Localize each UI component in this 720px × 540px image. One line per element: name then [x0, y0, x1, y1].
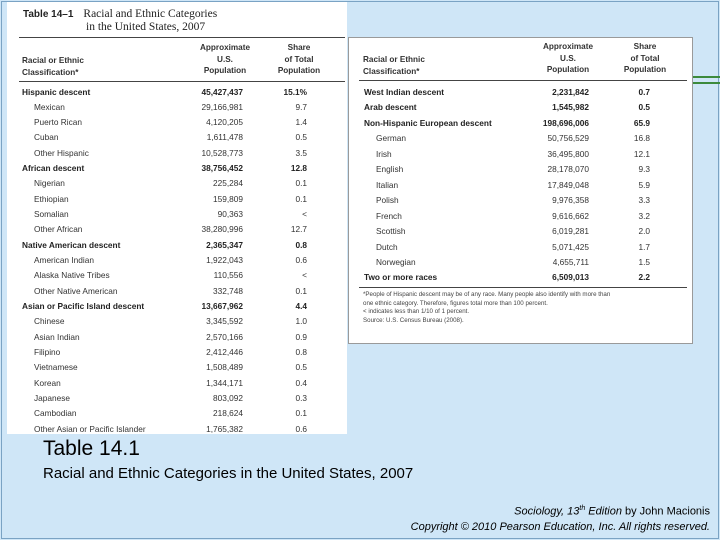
table-row [7, 330, 347, 345]
table-row [349, 100, 692, 115]
row-share: 1.4 [295, 117, 307, 128]
table-row [7, 422, 347, 437]
row-share: 0.5 [295, 132, 307, 143]
row-label: African descent [22, 163, 85, 174]
row-population: 2,570,166 [206, 331, 243, 342]
table-row [349, 270, 692, 285]
credit-line1: Sociology, 13th Edition by John Macionis [514, 505, 710, 518]
header-classification: Racial or Ethnic Classification* [363, 55, 425, 76]
row-population: 38,756,452 [201, 163, 243, 174]
row-population: 28,178,070 [547, 164, 589, 175]
table-row [7, 115, 347, 130]
row-share: 1.5 [638, 256, 650, 267]
row-population: 1,344,171 [206, 377, 243, 388]
row-label: Hispanic descent [22, 86, 91, 97]
row-share: 0.9 [295, 331, 307, 342]
table-row [7, 176, 347, 191]
row-share: 1.0 [295, 316, 307, 327]
table-row [349, 131, 692, 146]
header-rule [359, 80, 687, 81]
row-label: Scottish [376, 226, 406, 237]
row-population: 3,345,592 [206, 316, 243, 327]
table-title [23, 8, 217, 33]
row-population: 29,166,981 [201, 101, 243, 112]
row-label: American Indian [34, 255, 94, 266]
row-population: 5,071,425 [552, 241, 589, 252]
row-share: 0.8 [295, 346, 307, 357]
row-label: Alaska Native Tribes [34, 270, 110, 281]
row-population: 1,765,382 [206, 423, 243, 434]
row-population: 803,092 [213, 392, 243, 403]
table-row [7, 192, 347, 207]
row-population: 2,231,842 [552, 87, 589, 97]
row-population: 36,495,800 [547, 148, 589, 159]
row-label: Irish [376, 148, 392, 159]
table-row [349, 85, 692, 100]
row-population: 2,412,446 [206, 346, 243, 357]
row-label: Ethiopian [34, 193, 69, 204]
table-row [349, 162, 692, 177]
row-label: Native American descent [22, 239, 121, 250]
table-row [7, 391, 347, 406]
row-population: 50,756,529 [547, 133, 589, 144]
row-label: Puerto Rican [34, 117, 82, 128]
header-classification: Racial or Ethnic Classification* [22, 56, 84, 77]
row-share: 0.5 [295, 362, 307, 373]
row-share: 0.5 [638, 102, 650, 113]
row-population: 110,556 [213, 270, 243, 281]
row-share: 0.4 [295, 377, 307, 388]
row-label: Nigerian [34, 178, 65, 189]
table-row [349, 255, 692, 270]
row-share: 65.9 [633, 117, 650, 128]
row-population: 4,120,205 [206, 117, 243, 128]
row-share: 12.8 [290, 163, 307, 174]
header-share: Share of Total Population [277, 43, 321, 75]
row-label: Norwegian [376, 256, 416, 267]
row-share: 0.7 [638, 87, 650, 97]
table-row [7, 299, 347, 314]
row-label: Other Native American [34, 285, 118, 296]
header-population: Approximate U.S. Population [199, 43, 251, 75]
bottom-rule [359, 287, 687, 288]
row-population: 6,509,013 [552, 272, 589, 283]
row-population: 1,545,982 [552, 102, 589, 113]
row-population: 1,508,489 [206, 362, 243, 373]
row-population: 38,280,996 [201, 224, 243, 235]
row-share: 0.1 [295, 408, 307, 419]
slide-subtitle: Racial and Ethnic Categories in the United States, 2007 [43, 465, 414, 482]
table-left-panel [7, 2, 347, 434]
row-share: 0.1 [295, 178, 307, 189]
row-share: 2.0 [638, 226, 650, 237]
table-row [7, 345, 347, 360]
row-share: < [302, 270, 307, 281]
row-label: Mexican [34, 101, 65, 112]
row-population: 198,696,006 [542, 117, 589, 128]
row-population: 1,922,043 [206, 255, 243, 266]
row-share: 3.2 [638, 210, 650, 221]
row-share: < [302, 209, 307, 220]
table-row [349, 224, 692, 239]
table-row [7, 146, 347, 161]
row-label: Cambodian [34, 408, 77, 419]
copyright-credit [411, 501, 710, 535]
row-share: 0.6 [295, 255, 307, 266]
credit-line2: Copyright © 2010 Pearson Education, Inc. All rights reserved. [410, 520, 710, 533]
row-label: Polish [376, 195, 399, 206]
row-share: 4.4 [295, 300, 307, 311]
table-row [349, 193, 692, 208]
row-population: 225,284 [213, 178, 243, 189]
row-population: 1,611,478 [206, 132, 243, 143]
header-rule [19, 81, 345, 82]
row-population: 17,849,048 [547, 179, 589, 190]
row-share: 9.7 [295, 101, 307, 112]
row-label: Korean [34, 377, 61, 388]
row-population: 9,976,358 [552, 195, 589, 206]
table-row [7, 314, 347, 329]
row-label: West Indian descent [364, 87, 445, 97]
table-row [7, 376, 347, 391]
row-share: 0.8 [295, 239, 307, 250]
table-row [349, 240, 692, 255]
table-row [7, 130, 347, 145]
row-population: 10,528,773 [201, 147, 243, 158]
row-share: 9.3 [638, 164, 650, 175]
table-row [7, 238, 347, 253]
row-share: 5.9 [638, 179, 650, 190]
row-share: 0.6 [295, 423, 307, 434]
row-population: 9,616,662 [552, 210, 589, 221]
row-label: Japanese [34, 392, 70, 403]
row-label: Somalian [34, 209, 69, 220]
row-share: 12.1 [633, 148, 650, 159]
table-row [7, 406, 347, 421]
table-row [7, 85, 347, 100]
row-label: Other Asian or Pacific Islander [34, 423, 146, 434]
row-population: 332,748 [213, 285, 243, 296]
row-label: Dutch [376, 241, 398, 252]
row-label: Arab descent [364, 102, 417, 113]
table-row [7, 268, 347, 283]
row-population: 218,624 [213, 408, 243, 419]
row-label: Filipino [34, 346, 61, 357]
row-label: Non-Hispanic European descent [364, 117, 492, 128]
row-label: Two or more races [364, 272, 438, 283]
row-share: 3.5 [295, 147, 307, 158]
table-row [7, 253, 347, 268]
row-population: 90,363 [217, 209, 243, 220]
row-label: Chinese [34, 316, 65, 327]
row-label: Asian Indian [34, 331, 80, 342]
row-label: Vietnamese [34, 362, 78, 373]
table-notes: *People of Hispanic descent may be of any race. Many people also identify with more than one ethnic category. Therefore, figures total more than 100 percent. < indicates less than 1/10 of 1 percent. Source: U.S. Census Bureau (2008). [363, 291, 611, 324]
row-label: Other African [34, 224, 83, 235]
table-row [7, 222, 347, 237]
row-share: 15.1% [283, 86, 307, 97]
slide-title: Table 14.1 [43, 437, 140, 460]
header-population: Approximate U.S. Population [542, 42, 594, 74]
row-label: Other Hispanic [34, 147, 89, 158]
top-rule [19, 37, 345, 38]
row-population: 2,365,347 [206, 239, 243, 250]
table-row [349, 178, 692, 193]
table-title-line2: in the United States, 2007 [86, 21, 206, 33]
row-population: 159,809 [213, 193, 243, 204]
row-label: German [376, 133, 406, 144]
table-title-line1: Racial and Ethnic Categories [83, 8, 218, 20]
row-label: English [376, 164, 404, 175]
table-row [7, 100, 347, 115]
row-share: 12.7 [290, 224, 307, 235]
decorative-line [692, 76, 720, 78]
table-row [7, 360, 347, 375]
row-population: 4,655,711 [552, 256, 589, 267]
table-row [349, 209, 692, 224]
row-share: 0.1 [295, 193, 307, 204]
table-right-panel [348, 37, 693, 344]
row-population: 13,667,962 [201, 300, 243, 311]
table-number: Table 14–1 [23, 9, 74, 20]
row-share: 2.2 [638, 272, 650, 283]
table-row [7, 161, 347, 176]
row-label: Asian or Pacific Island descent [22, 300, 145, 311]
table-row [7, 207, 347, 222]
row-population: 45,427,437 [201, 86, 243, 97]
decorative-line [692, 82, 720, 84]
row-label: French [376, 210, 402, 221]
row-label: Italian [376, 179, 399, 190]
row-label: Cuban [34, 132, 59, 143]
table-row [349, 147, 692, 162]
row-share: 1.7 [638, 241, 650, 252]
row-share: 16.8 [633, 133, 650, 144]
row-share: 0.3 [295, 392, 307, 403]
row-population: 6,019,281 [552, 226, 589, 237]
row-share: 0.1 [295, 285, 307, 296]
row-share: 3.3 [638, 195, 650, 206]
table-row [7, 284, 347, 299]
header-share: Share of Total Population [623, 42, 667, 74]
table-row [349, 116, 692, 131]
